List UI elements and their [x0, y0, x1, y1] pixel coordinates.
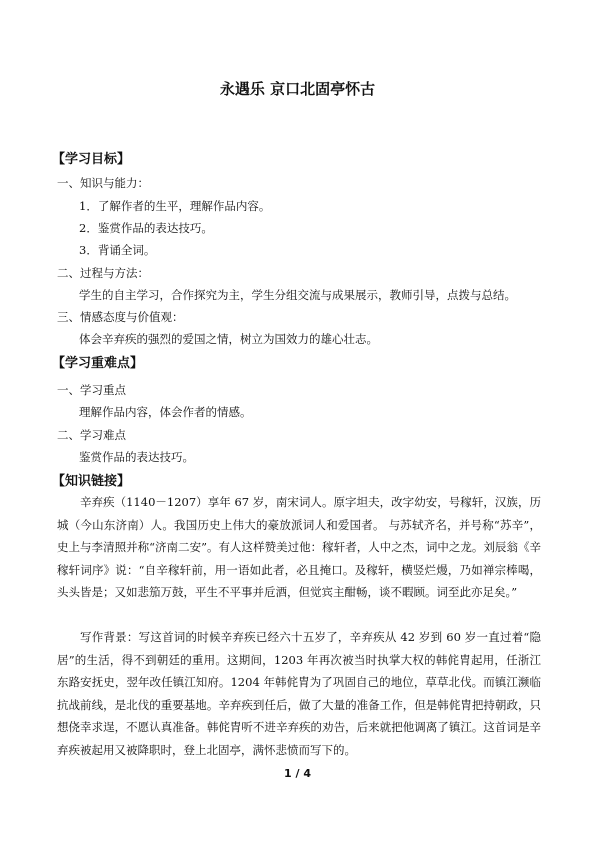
goal-process-text: 学生的自主学习，合作探究为主，学生分组交流与成果展示，教师引导，点拨与总结。 — [79, 288, 516, 302]
keypoint-difficulty-text: 鉴赏作品的表达技巧。 — [79, 450, 194, 464]
page-title: 永遇乐 京口北固亭怀古 — [219, 80, 376, 98]
author-biography-paragraph: 辛弃疾（1140－1207）享年 67 岁，南宋词人。原字坦夫，改字幼安，号稼轩，汉族，历城（今山东济南）人。我国历史上伟大的豪放派词人和爱国者。 与苏轼齐名，并号称“苏辛”，史上与李清照并称“济南二安”。有人这样赞美过他：稼轩者，人中之杰，词中之龙。刘辰翁《辛稼轩词序》说：“自辛稼轩前，用一语如此者，必且掩口。及稼轩，横竖烂熳，乃如禅宗棒喝，头头皆是；又如悲笳万鼓，平生不平事并卮酒，但觉宾主酣畅，谈不暇顾。词至此亦足矣。” — [57, 495, 541, 600]
goal-knowledge-ability: 一、知识与能力： — [57, 176, 149, 190]
keypoint-focus: 一、学习重点 — [57, 383, 126, 397]
goal-attitude-text: 体会辛弃疾的强烈的爱国之情，树立为国效力的雄心壮志。 — [79, 332, 378, 346]
goal-item-1: 1．了解作者的生平，理解作品内容。 — [79, 199, 271, 213]
goal-attitude-values: 三、情感态度与价值观： — [57, 310, 184, 324]
section-heading-knowledge: 【知识链接】 — [52, 474, 131, 489]
page-number: 1 / 4 — [284, 767, 311, 780]
section-heading-goals: 【学习目标】 — [52, 152, 131, 167]
goal-item-2: 2．鉴赏作品的表达技巧。 — [79, 221, 213, 235]
goal-item-3: 3．背诵全词。 — [79, 243, 156, 257]
keypoint-focus-text: 理解作品内容，体会作者的情感。 — [79, 405, 252, 419]
keypoint-difficulty: 二、学习难点 — [57, 428, 126, 442]
goal-process-method: 二、过程与方法： — [57, 266, 149, 280]
section-heading-keypoints: 【学习重难点】 — [52, 356, 144, 371]
background-paragraph: 写作背景：写这首词的时候辛弃疾已经六十五岁了，辛弃疾从 42 岁到 60 岁一直过着“隐居”的生活，得不到朝廷的重用。这期间，1203 年再次被当时执掌大权的韩侂胄起用，任浙江东路安抚史，翌年改任镇江知府。1204 年韩侂胄为了巩固自己的地位，草草北伐。而镇江濒临抗战前线，是北伐的重要基地。辛弃疾到任后，做了大量的准备工作，但是韩侂胄把持朝政，只想侥幸求逞，不愿认真准备。韩侂胄听不进辛弃疾的劝告，后来就把他调离了镇江。这首词是辛弃疾被起用又被降职时，登上北固亭，满怀悲愤而写下的。 — [57, 630, 541, 757]
